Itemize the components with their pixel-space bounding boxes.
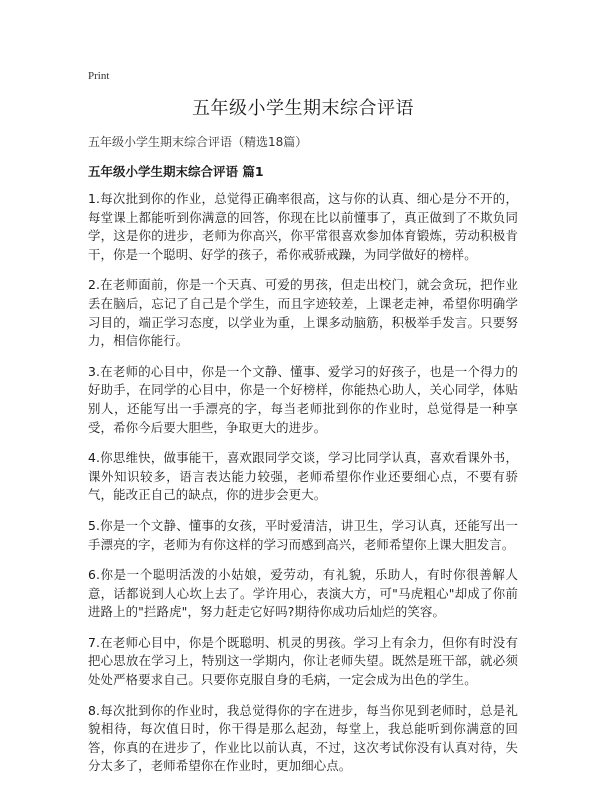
comment-paragraph: 8.每次批到你的作业时，我总觉得你的字在进步，每当你见到老师时，总是礼貌相待，每次值日时，你干得是那么起劲，每堂上，我总能听到你满意的回答，你真的在进步了，作业比以前认真，不过，这次考试你没有认真对待，失分太多了，老师希望你在作业时，更加细心点。	[88, 702, 518, 774]
document-title: 五年级小学生期末综合评语	[192, 98, 414, 119]
comment-paragraph: 3.在老师的心目中，你是一个文静、懂事、爱学习的好孩子，也是一个得力的好助手，在同学的心目中，你是一个好榜样，你能热心助人，关心同学，体贴别人，还能写出一手漂亮的字，每当老师批到你的作业时，总觉得是一种享受，希你今后要大胆些，争取更大的进步。	[88, 363, 518, 435]
comment-paragraph: 1.每次批到你的作业，总觉得正确率很高，这与你的认真、细心是分不开的，每堂课上都能听到你满意的回答，你现在比以前懂事了，真正做到了不欺负同学，这是你的进步，老师为你高兴，你平常很喜欢参加体育锻炼，劳动积极肯干，你是一个聪明、好学的孩子，希你戒骄戒躁，为同学做好的榜样。	[88, 191, 518, 262]
comment-paragraph: 4.你思维快，做事能干，喜欢跟同学交谈，学习比同学认真，喜欢看课外书，课外知识较多，语言表达能力较强，老师希望你作业还要细心点，不要有骄气，能改正自己的缺点，你的进步会更大。	[88, 450, 518, 503]
comment-paragraph: 2.在老师面前，你是一个天真、可爱的男孩，但走出校门，就会贪玩，把作业丢在脑后，忘记了自己是个学生，而且字迹较差，上课老走神，希望你明确学习目的，端正学习态度，以学业为重，上课多动脑筋，积极举手发言。只要努力，相信你能行。	[88, 277, 518, 349]
print-link[interactable]: Print	[88, 70, 110, 82]
comment-paragraph: 6.你是一个聪明活泼的小姑娘，爱劳动，有礼貌，乐助人，有时你很善解人意，话都说到人心坎上去了。学许用心，表演大方，可"马虎粗心"却成了你前进路上的"拦路虎"，努力赶走它好吗?期待你成功后灿烂的笑容。	[88, 567, 518, 620]
comment-paragraph: 5.你是一个文静、懂事的女孩，平时爱清洁，讲卫生，学习认真，还能写出一手漂亮的字，老师为有你这样的学习而感到高兴，老师希望你上课大胆发言。	[88, 517, 518, 552]
comment-paragraph: 7.在老师心目中，你是个既聪明、机灵的男孩。学习上有余力，但你有时没有把心思放在学习上，特别这一学期内，你让老师失望。既然是班干部，就必须处处严格要求自己。只要你克服自身的毛病，一定会成为出色的学生。	[88, 634, 518, 688]
document-subtitle: 五年级小学生期末综合评语（精选18篇）	[88, 135, 308, 149]
section-heading: 五年级小学生期末综合评语 篇1	[88, 164, 264, 179]
document-page	[88, 70, 518, 788]
